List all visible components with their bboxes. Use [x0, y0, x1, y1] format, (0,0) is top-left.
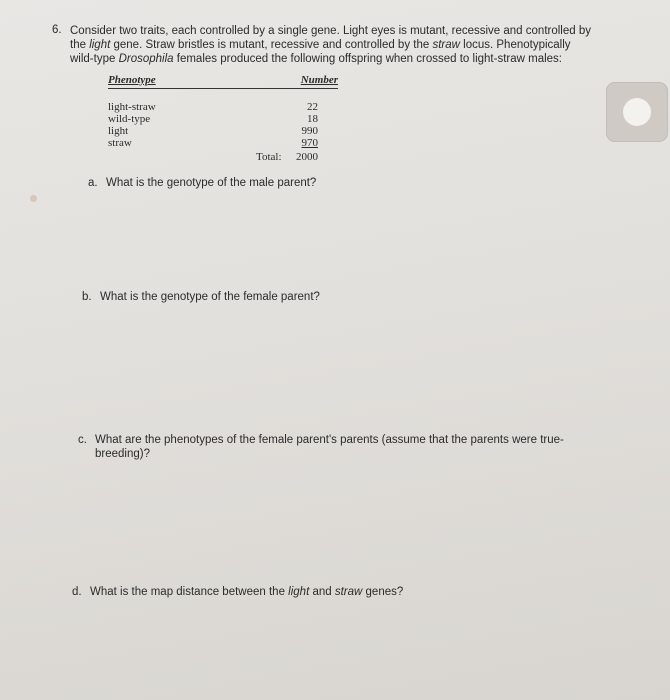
phenotype-cell: light: [108, 125, 129, 137]
number-cell: 970: [301, 137, 318, 149]
question-line-2: the light gene. Straw bristles is mutant, recessive and controlled by the straw locus. Phenotypically: [70, 39, 571, 51]
subquestion-line-1: What are the phenotypes of the female parent's parents (assume that the parents were true-: [95, 434, 564, 446]
phenotype-cell: straw: [108, 137, 132, 149]
subquestion-text: [95, 433, 564, 461]
floating-button[interactable]: [606, 82, 668, 142]
question-number: 6.: [52, 24, 62, 36]
number-cell: 990: [301, 125, 318, 137]
subquestion-letter: a.: [88, 177, 98, 189]
subquestion-letter: d.: [72, 586, 82, 598]
table-header: [108, 74, 338, 89]
question-line-1: Consider two traits, each controlled by a single gene. Light eyes is mutant, recessive and controlled by: [70, 25, 591, 37]
table-body: [108, 101, 338, 149]
total-label: Total:: [256, 151, 282, 163]
subquestion-text: What is the genotype of the male parent?: [106, 177, 317, 189]
subquestion-letter: c.: [78, 434, 87, 446]
subquestion-line-2: breeding)?: [95, 448, 150, 460]
offspring-table: [108, 74, 338, 163]
paper-speck: [30, 195, 37, 202]
circle-icon: [623, 98, 651, 126]
phenotype-cell: wild-type: [108, 113, 151, 125]
table-row: [108, 113, 338, 125]
subquestion-text: What is the map distance between the light and straw genes?: [90, 586, 404, 598]
table-row: [108, 125, 338, 137]
number-cell: 22: [307, 101, 318, 113]
total-value: 2000: [296, 151, 318, 163]
header-number: Number: [300, 74, 338, 86]
phenotype-cell: light-straw: [108, 101, 156, 113]
question-text: [70, 24, 640, 66]
number-cell: 18: [307, 113, 318, 125]
question-line-3: wild-type Drosophila females produced the following offspring when crossed to light-straw males:: [70, 53, 562, 65]
table-row: [108, 101, 338, 113]
table-row: [108, 137, 338, 149]
subquestion-text: What is the genotype of the female parent?: [100, 291, 320, 303]
header-phenotype: Phenotype: [108, 74, 156, 86]
subquestion-letter: b.: [82, 291, 92, 303]
